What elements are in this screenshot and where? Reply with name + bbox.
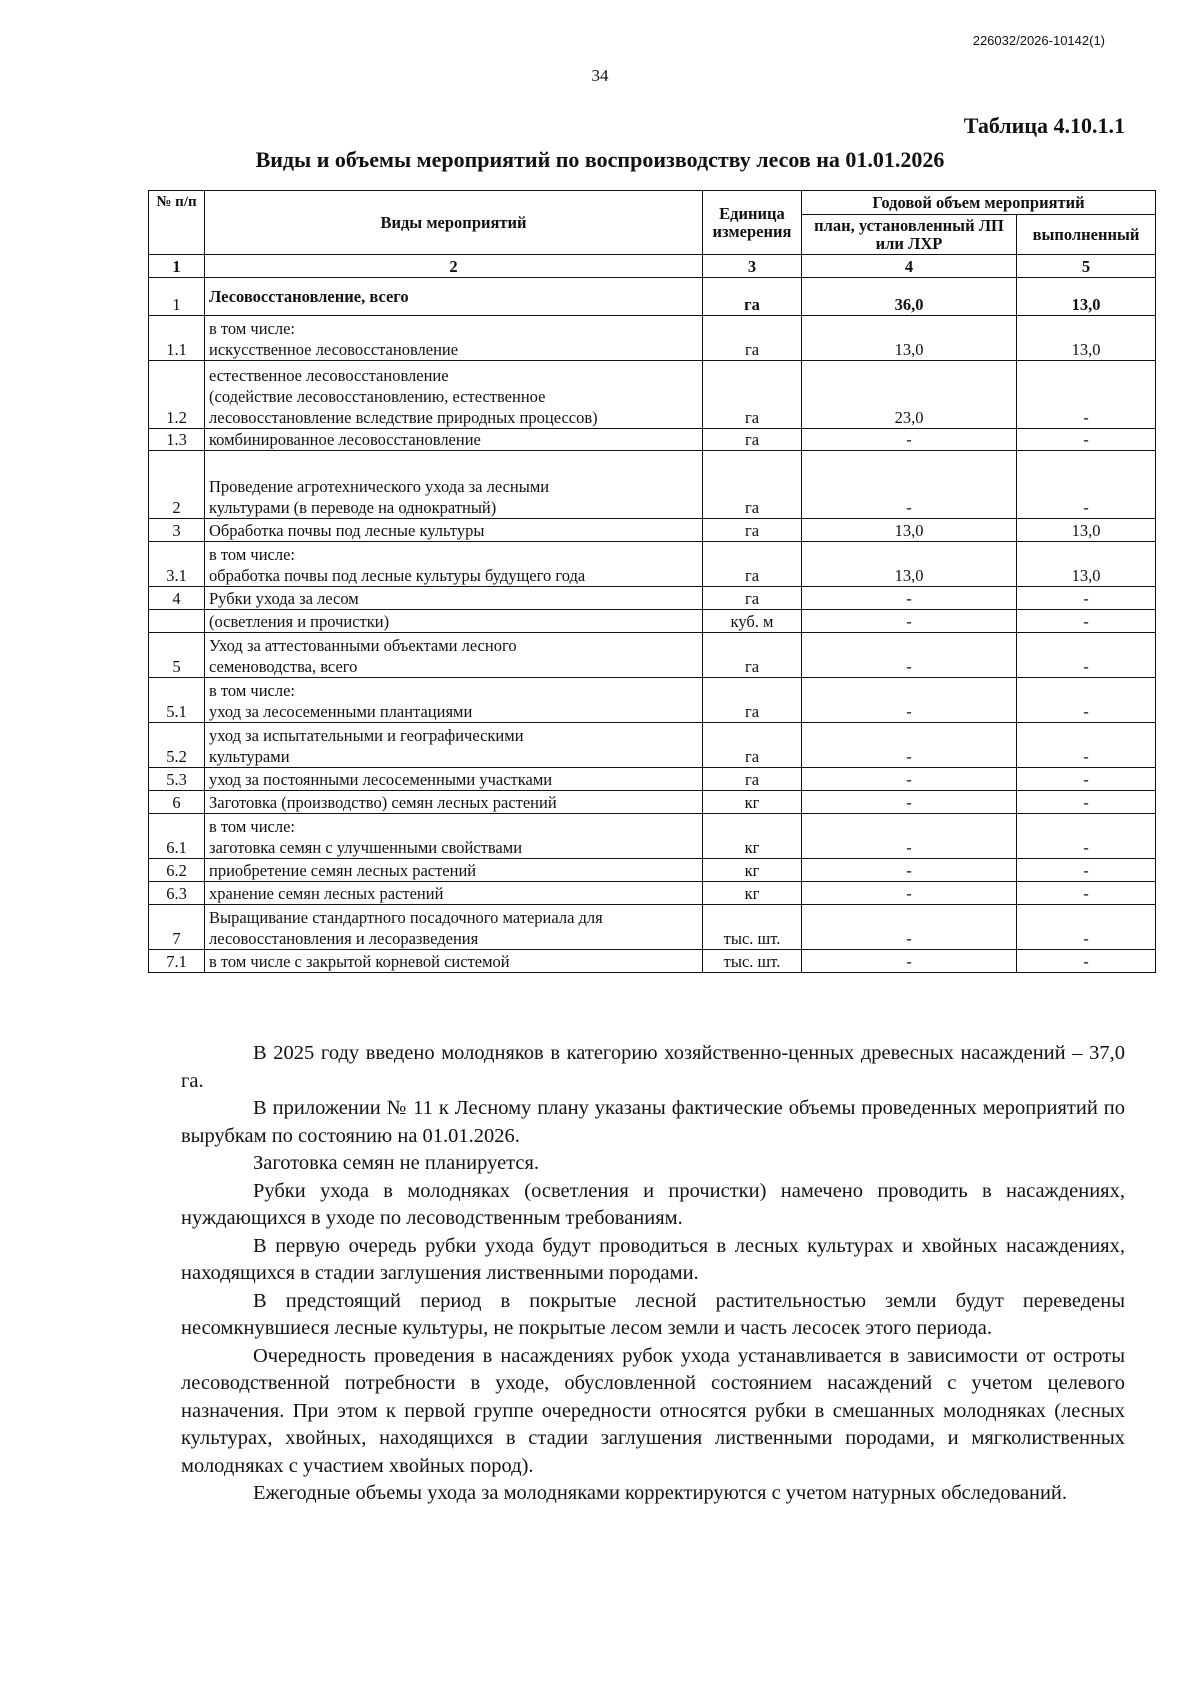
unit-cell: куб. м — [703, 610, 802, 633]
row-number: 3.1 — [149, 542, 205, 587]
plan-value: - — [802, 859, 1017, 882]
page-number: 34 — [591, 66, 609, 85]
activity-cell — [205, 723, 703, 768]
plan-value: - — [802, 950, 1017, 973]
unit-cell: га — [703, 278, 802, 316]
row-number: 1.3 — [149, 429, 205, 451]
activity-line: уход за постоянными лесосеменными участками — [209, 770, 553, 789]
activity-line: семеноводства, всего — [209, 657, 358, 676]
activity-cell — [205, 610, 703, 633]
paragraph: В первую очередь рубки ухода будут проводиться в лесных культурах и хвойных насаждениях, находящихся в стадии заглушения лиственными породами. — [181, 1234, 1125, 1284]
activity-line: Рубки ухода за лесом — [209, 589, 359, 608]
done-value: 13,0 — [1017, 519, 1156, 542]
table-body — [149, 255, 1156, 973]
plan-value: - — [802, 633, 1017, 678]
activity-line: Уход за аттестованными объектами лесного — [209, 636, 517, 655]
table-row — [149, 882, 1156, 905]
header-plan: план, установленный ЛП или ЛХР — [802, 215, 1017, 255]
done-value: - — [1017, 882, 1156, 905]
row-number: 5.1 — [149, 678, 205, 723]
column-number: 5 — [1017, 255, 1156, 278]
plan-value: - — [802, 882, 1017, 905]
unit-cell: кг — [703, 791, 802, 814]
plan-value: - — [802, 768, 1017, 791]
activity-line: Выращивание стандартного посадочного материала для — [209, 908, 603, 927]
done-value: 13,0 — [1017, 316, 1156, 361]
activity-line: Лесовосстановление, всего — [209, 287, 409, 306]
activity-line: уход за лесосеменными плантациями — [209, 702, 473, 721]
column-number: 3 — [703, 255, 802, 278]
done-value: - — [1017, 859, 1156, 882]
paragraph: В предстоящий период в покрытые лесной растительностью земли будут переведены несомкнувшиеся лесные культуры, не покрытые лесом земли и часть лесосек этого периода. — [181, 1289, 1125, 1339]
activity-cell — [205, 361, 703, 429]
activity-cell — [205, 451, 703, 519]
table-row — [149, 429, 1156, 451]
row-number: 6 — [149, 791, 205, 814]
table-reference: Таблица 4.10.1.1 — [963, 113, 1125, 138]
plan-value: - — [802, 905, 1017, 950]
column-number: 4 — [802, 255, 1017, 278]
row-number: 6.1 — [149, 814, 205, 859]
plan-value: - — [802, 723, 1017, 768]
done-value: - — [1017, 678, 1156, 723]
header-done: выполненный — [1017, 215, 1156, 255]
plan-value: - — [802, 610, 1017, 633]
row-number: 7.1 — [149, 950, 205, 973]
table-row — [149, 859, 1156, 882]
table-row — [149, 905, 1156, 950]
activity-cell — [205, 859, 703, 882]
row-number: 2 — [149, 451, 205, 519]
unit-cell: га — [703, 768, 802, 791]
paragraph: Заготовка семян не планируется. — [253, 1152, 540, 1174]
activity-line: уход за испытательными и географическими — [209, 726, 524, 745]
plan-value: - — [802, 587, 1017, 610]
activity-cell — [205, 814, 703, 859]
column-number: 2 — [205, 255, 703, 278]
activity-cell — [205, 768, 703, 791]
unit-cell: кг — [703, 814, 802, 859]
plan-value: - — [802, 814, 1017, 859]
row-number: 1 — [149, 278, 205, 316]
activity-line: приобретение семян лесных растений — [209, 861, 477, 880]
unit-cell: га — [703, 519, 802, 542]
row-number: 7 — [149, 905, 205, 950]
done-value: - — [1017, 768, 1156, 791]
done-value: - — [1017, 361, 1156, 429]
table-row — [149, 950, 1156, 973]
done-value: - — [1017, 633, 1156, 678]
paragraph: В приложении № 11 к Лесному плану указаны фактические объемы проведенных мероприятий по вырубкам по состоянию на 01.01.2026. — [181, 1097, 1125, 1147]
activity-line: в том числе с закрытой корневой системой — [209, 952, 510, 971]
paragraph: Рубки ухода в молодняках (осветления и прочистки) намечено проводить в насаждениях, нуждающихся в уходе по лесоводственным требованиям. — [181, 1179, 1125, 1229]
activity-line: культурами — [209, 747, 290, 766]
table-row — [149, 361, 1156, 429]
table-row — [149, 814, 1156, 859]
activity-line: Проведение агротехнического ухода за лесными — [209, 477, 550, 496]
row-number: 5.2 — [149, 723, 205, 768]
done-value: 13,0 — [1017, 542, 1156, 587]
row-number: 6.2 — [149, 859, 205, 882]
done-value: - — [1017, 429, 1156, 451]
activity-line: заготовка семян с улучшенными свойствами — [209, 838, 523, 857]
plan-value: - — [802, 678, 1017, 723]
done-value: - — [1017, 723, 1156, 768]
header-annual-volume: Годовой объем мероприятий — [802, 191, 1156, 215]
activity-line: комбинированное лесовосстановление — [209, 430, 481, 449]
table-row — [149, 610, 1156, 633]
document-number: 226032/2026-10142(1) — [972, 33, 1105, 48]
reforestation-table — [148, 190, 1156, 973]
activity-line: искусственное лесовосстановление — [209, 340, 459, 359]
table-row — [149, 316, 1156, 361]
activity-line: в том числе: — [209, 319, 296, 338]
table-row — [149, 768, 1156, 791]
unit-cell: га — [703, 542, 802, 587]
unit-cell: га — [703, 429, 802, 451]
table-row — [149, 678, 1156, 723]
paragraph: Очередность проведения в насаждениях рубок ухода устанавливается в зависимости от остроты лесоводственной потребности в уходе, обусловленной состоянием насаждений с учетом целевого назначения. При этом к первой группе очередности относятся рубки в смешанных молодняках (лесных культурах, хвойных, находящихся в стадии заглушения лиственными породами, и мягколиственных молодняках с участием хвойных пород). — [181, 1344, 1125, 1477]
activity-line: в том числе: — [209, 545, 296, 564]
activity-line: Заготовка (производство) семян лесных растений — [209, 793, 557, 812]
row-number: 3 — [149, 519, 205, 542]
header-activity: Виды мероприятий — [205, 191, 703, 255]
column-numbers-row — [149, 255, 1156, 278]
row-number: 5 — [149, 633, 205, 678]
plan-value: - — [802, 429, 1017, 451]
table-row — [149, 587, 1156, 610]
table-row — [149, 633, 1156, 678]
activity-line: хранение семян лесных растений — [209, 884, 444, 903]
unit-cell: га — [703, 587, 802, 610]
table-row — [149, 278, 1156, 316]
activity-line: в том числе: — [209, 681, 296, 700]
activity-line: лесовосстановления и лесоразведения — [209, 929, 479, 948]
table-title: Виды и объемы мероприятий по воспроизводству лесов на 01.01.2026 — [255, 147, 945, 172]
row-number: 1.2 — [149, 361, 205, 429]
unit-cell: тыс. шт. — [703, 950, 802, 973]
done-value: - — [1017, 791, 1156, 814]
done-value: - — [1017, 905, 1156, 950]
unit-cell: га — [703, 316, 802, 361]
row-number — [149, 610, 205, 633]
unit-cell: кг — [703, 882, 802, 905]
plan-value: 13,0 — [802, 542, 1017, 587]
activity-cell — [205, 519, 703, 542]
unit-cell: га — [703, 678, 802, 723]
activity-cell — [205, 791, 703, 814]
plan-value: - — [802, 791, 1017, 814]
activity-cell — [205, 882, 703, 905]
activity-cell — [205, 633, 703, 678]
row-number: 4 — [149, 587, 205, 610]
activity-cell — [205, 316, 703, 361]
done-value: - — [1017, 587, 1156, 610]
activity-cell — [205, 678, 703, 723]
unit-cell: га — [703, 451, 802, 519]
activity-cell — [205, 429, 703, 451]
unit-cell: га — [703, 633, 802, 678]
activity-line: естественное лесовосстановление — [209, 366, 449, 385]
activity-cell — [205, 587, 703, 610]
unit-cell: га — [703, 723, 802, 768]
table-row — [149, 542, 1156, 587]
table-row — [149, 519, 1156, 542]
plan-value: 13,0 — [802, 519, 1017, 542]
activity-line: обработка почвы под лесные культуры будущего года — [209, 566, 586, 585]
body-text — [181, 1040, 1125, 1508]
done-value: - — [1017, 610, 1156, 633]
done-value: 13,0 — [1017, 278, 1156, 316]
table-row — [149, 723, 1156, 768]
plan-value: 13,0 — [802, 316, 1017, 361]
activity-line: лесовосстановление вследствие природных процессов) — [209, 408, 598, 427]
plan-value: 36,0 — [802, 278, 1017, 316]
activity-line: (содействие лесовосстановлению, естественное — [209, 387, 546, 406]
activity-line: культурами (в переводе на однократный) — [209, 498, 497, 517]
activity-line: (осветления и прочистки) — [209, 612, 390, 631]
row-number: 5.3 — [149, 768, 205, 791]
activity-cell — [205, 905, 703, 950]
unit-cell: га — [703, 361, 802, 429]
header-num: № п/п — [149, 191, 205, 255]
activity-cell — [205, 542, 703, 587]
done-value: - — [1017, 814, 1156, 859]
activity-cell — [205, 950, 703, 973]
activity-cell — [205, 278, 703, 316]
table-row — [149, 451, 1156, 519]
plan-value: 23,0 — [802, 361, 1017, 429]
done-value: - — [1017, 451, 1156, 519]
activity-line: в том числе: — [209, 817, 296, 836]
plan-value: - — [802, 451, 1017, 519]
table-row — [149, 791, 1156, 814]
paragraph: Ежегодные объемы ухода за молодняками корректируются с учетом натурных обследований. — [253, 1482, 1068, 1504]
column-number: 1 — [149, 255, 205, 278]
unit-cell: тыс. шт. — [703, 905, 802, 950]
activity-line: Обработка почвы под лесные культуры — [209, 521, 485, 540]
paragraph: В 2025 году введено молодняков в категорию хозяйственно-ценных древесных насаждений – 37,0 га. — [181, 1042, 1125, 1092]
done-value: - — [1017, 950, 1156, 973]
header-unit: Единица измерения — [703, 191, 802, 255]
unit-cell: кг — [703, 859, 802, 882]
row-number: 1.1 — [149, 316, 205, 361]
row-number: 6.3 — [149, 882, 205, 905]
